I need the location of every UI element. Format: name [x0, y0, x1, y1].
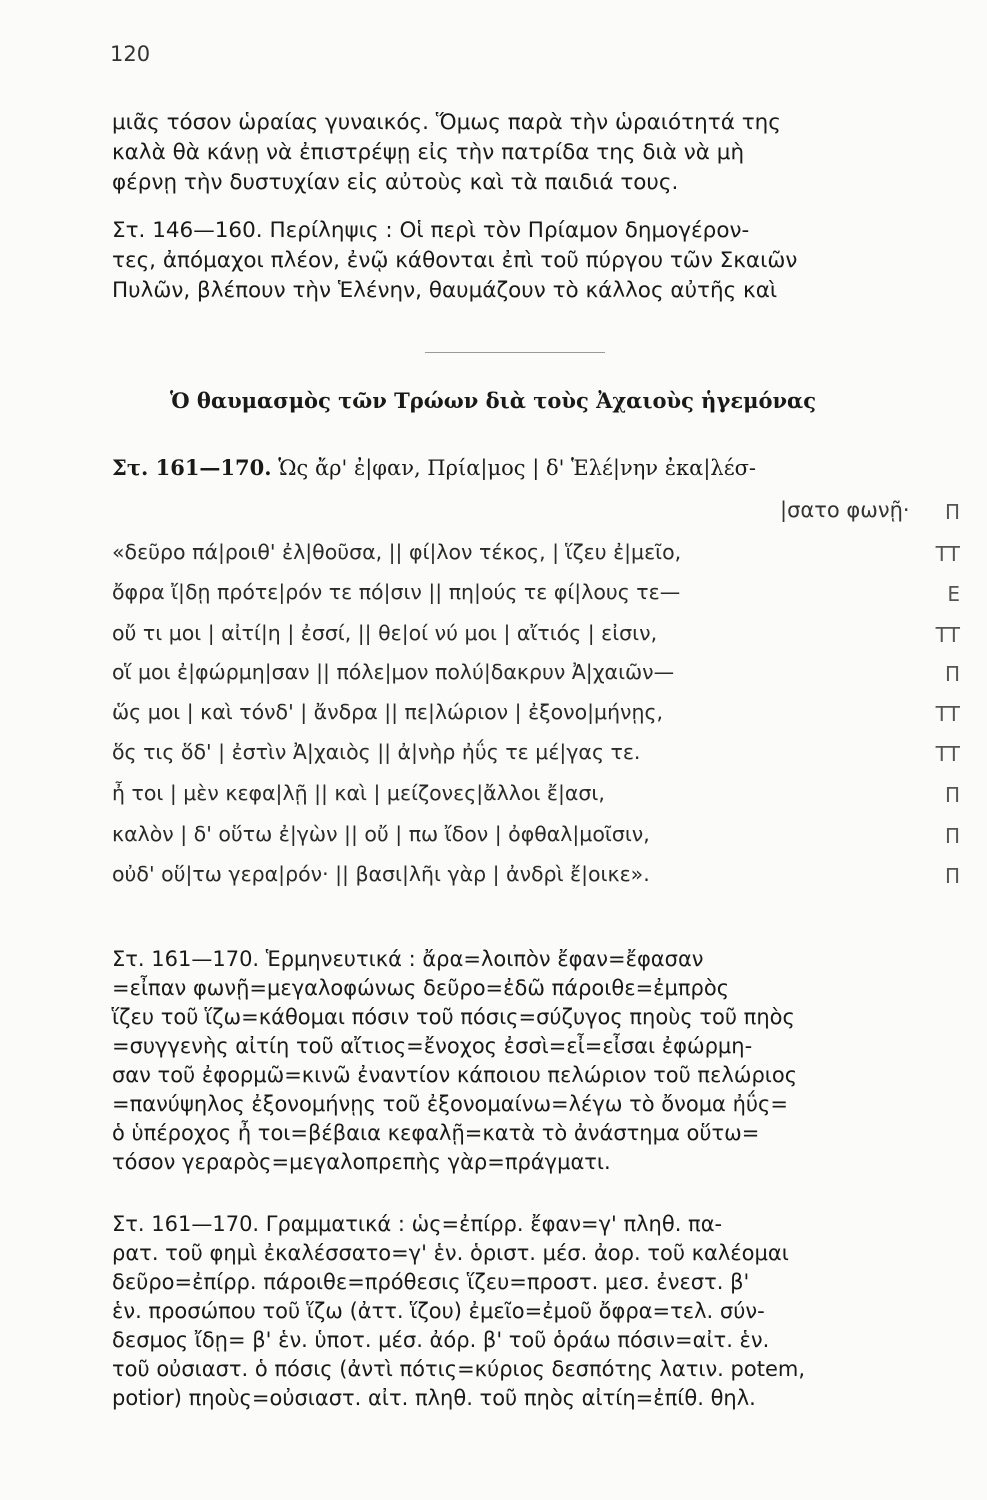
page-number: 120	[110, 42, 151, 66]
meter-mark: Ε	[947, 582, 960, 606]
verse-line: «δεῦρο πά|ροιθ' ἐλ|θοῦσα, || φί|λον τέκος, | ἵζευ ἐ|μεῖο,	[112, 540, 682, 564]
note-line: δεσμος ἴδῃ= β' ἑν. ὑποτ. μέσ. ἀόρ. β' τοῦ ὁράω πόσιν=αἰτ. ἑν.	[112, 1328, 770, 1352]
section-divider	[425, 352, 605, 353]
note-line: τοῦ οὐσιαστ. ὁ πόσις (ἀντὶ πότις=κύριος δεσπότης λατιν. potem,	[112, 1357, 805, 1381]
verse-line: οὐδ' οὕ|τω γερα|ρόν· || βασι|λῆι γὰρ | ἀνδρὶ ἔ|οικε».	[112, 862, 650, 886]
prose-line: καλὰ θὰ κάνῃ νὰ ἐπιστρέψῃ εἰς τὴν πατρίδα της διὰ νὰ μὴ	[112, 140, 745, 165]
note-line: ἵζευ τοῦ ἵζω=κάθομαι πόσιν τοῦ πόσις=σύζυγος πηοὺς τοῦ πηὸς	[112, 1005, 795, 1029]
verse-line: καλὸν | δ' οὕτω ἐ|γὼν || οὔ | πω ἴδον | ὀφθαλ|μοῖσιν,	[112, 822, 650, 846]
note-line: ἑν. προσώπου τοῦ ἵζω (ἀττ. ἵζου) ἐμεῖο=ἐμοῦ ὄφρα=τελ. σύν-	[112, 1299, 765, 1323]
grammatical-notes	[112, 1210, 954, 1413]
prose-line: Στ. 146—160. Περίληψις : Οἱ περὶ τὸν Πρίαμον δημογέρον-	[112, 218, 750, 243]
verse-line: ὥς μοι | καὶ τόνδ' | ἄνδρα || πε|λώριον | ἐξονο|μήνῃς,	[112, 700, 664, 724]
meter-mark: Π	[944, 662, 960, 686]
meter-mark: ΤΤ	[935, 742, 960, 766]
interpretive-notes	[112, 945, 954, 1177]
verse-continuation: |σατο φωνῇ·	[780, 498, 910, 522]
prose-line: τες, ἀπόμαχοι πλέον, ἐνῷ κάθονται ἐπὶ τοῦ πύργου τῶν Σκαιῶν	[112, 248, 798, 273]
meter-mark: ΤΤ	[935, 623, 960, 647]
meter-mark: Π	[944, 864, 960, 888]
note-line: potior) πηοὺς=οὐσιαστ. αἰτ. πληθ. τοῦ πηὸς αἰτίη=ἐπίθ. θηλ.	[112, 1386, 756, 1410]
verse-reference-label: Στ. 161—170.	[112, 455, 272, 480]
meter-mark: Π	[944, 783, 960, 807]
prose-line: Πυλῶν, βλέπουν τὴν Ἑλένην, θαυμάζουν τὸ κάλλος αὐτῆς καὶ	[112, 278, 778, 303]
verse-line: οὔ τι μοι | αἰτί|η | ἐσσί, || θε|οί νύ μοι | αἴτιός | εἰσιν,	[112, 621, 658, 645]
verse-line: ὄφρα ἴ|δῃ πρότε|ρόν τε πό|σιν || πη|ούς τε φί|λους τε—	[112, 580, 681, 604]
note-line: Στ. 161—170. Ἑρμηνευτικά : ἄρα=λοιπὸν ἔφαν=ἔφασαν	[112, 947, 704, 971]
prose-line: μιᾶς τόσον ὡραίας γυναικός. Ὅμως παρὰ τὴν ὡραιότητά της	[112, 110, 781, 135]
summary-paragraph	[112, 216, 954, 306]
note-line: ρατ. τοῦ φημὶ ἐκαλέσσατο=γ' ἑν. ὁριστ. μέσ. ἀορ. τοῦ καλέομαι	[112, 1241, 789, 1265]
meter-mark: ΤΤ	[935, 542, 960, 566]
meter-mark: ΤΤ	[935, 702, 960, 726]
verse-reference-line	[112, 455, 756, 480]
verse-line: οἵ μοι ἐ|φώρμη|σαν || πόλε|μον πολύ|δακρυν Ἀ|χαιῶν—	[112, 660, 675, 684]
verse-line: ὅς τις ὅδ' | ἐστὶν Ἀ|χαιὸς || ἀ|νὴρ ἠΰς τε μέ|γας τε.	[112, 740, 641, 764]
prose-line: φέρνῃ τὴν δυστυχίαν εἰς αὐτοὺς καὶ τὰ παιδιά τους.	[112, 170, 679, 195]
prose-paragraph-1	[112, 108, 954, 198]
note-line: Στ. 161—170. Γραμματικά : ὡς=ἐπίρρ. ἔφαν=γ' πληθ. πα-	[112, 1212, 723, 1236]
note-line: ὁ ὑπέροχος ἦ τοι=βέβαια κεφαλῇ=κατὰ τὸ ἀνάστημα οὕτω=	[112, 1121, 760, 1145]
note-line: =εἶπαν φωνῇ=μεγαλοφώνως δεῦρο=ἐδῶ πάροιθε=ἐμπρὸς	[112, 976, 730, 1000]
note-line: =πανύψηλος ἐξονομήνῃς τοῦ ἐξονομαίνω=λέγω τὸ ὄνομα ἠΰς=	[112, 1092, 788, 1116]
note-line: τόσον γεραρὸς=μεγαλοπρεπὴς γὰρ=πράγματι.	[112, 1150, 611, 1174]
meter-mark: Π	[944, 824, 960, 848]
section-heading: Ὁ θαυμασμὸς τῶν Τρώων διὰ τοὺς Ἀχαιοὺς ἡγεμόνας	[170, 388, 816, 413]
verse-line: ἦ τοι | μὲν κεφα|λῇ || καὶ | μείζονες|ἄλλοι ἔ|ασι,	[112, 781, 605, 805]
note-line: σαν τοῦ ἐφορμῶ=κινῶ ἐναντίον κάποιου πελώριον τοῦ πελώριος	[112, 1063, 798, 1087]
verse-opening-text: Ὡς ἄρ' ἐ|φαν, Πρία|μος | δ' Ἑλέ|νην ἐκα|λέσ-	[278, 456, 757, 480]
note-line: δεῦρο=ἐπίρρ. πάροιθε=πρόθεσις ἵζευ=προστ. μεσ. ἐνεστ. β'	[112, 1270, 750, 1294]
meter-mark: Π	[944, 500, 960, 524]
note-line: =συγγενὴς αἰτίη τοῦ αἴτιος=ἔνοχος ἐσσὶ=εἶ=εἶσαι ἐφώρμη-	[112, 1034, 753, 1058]
